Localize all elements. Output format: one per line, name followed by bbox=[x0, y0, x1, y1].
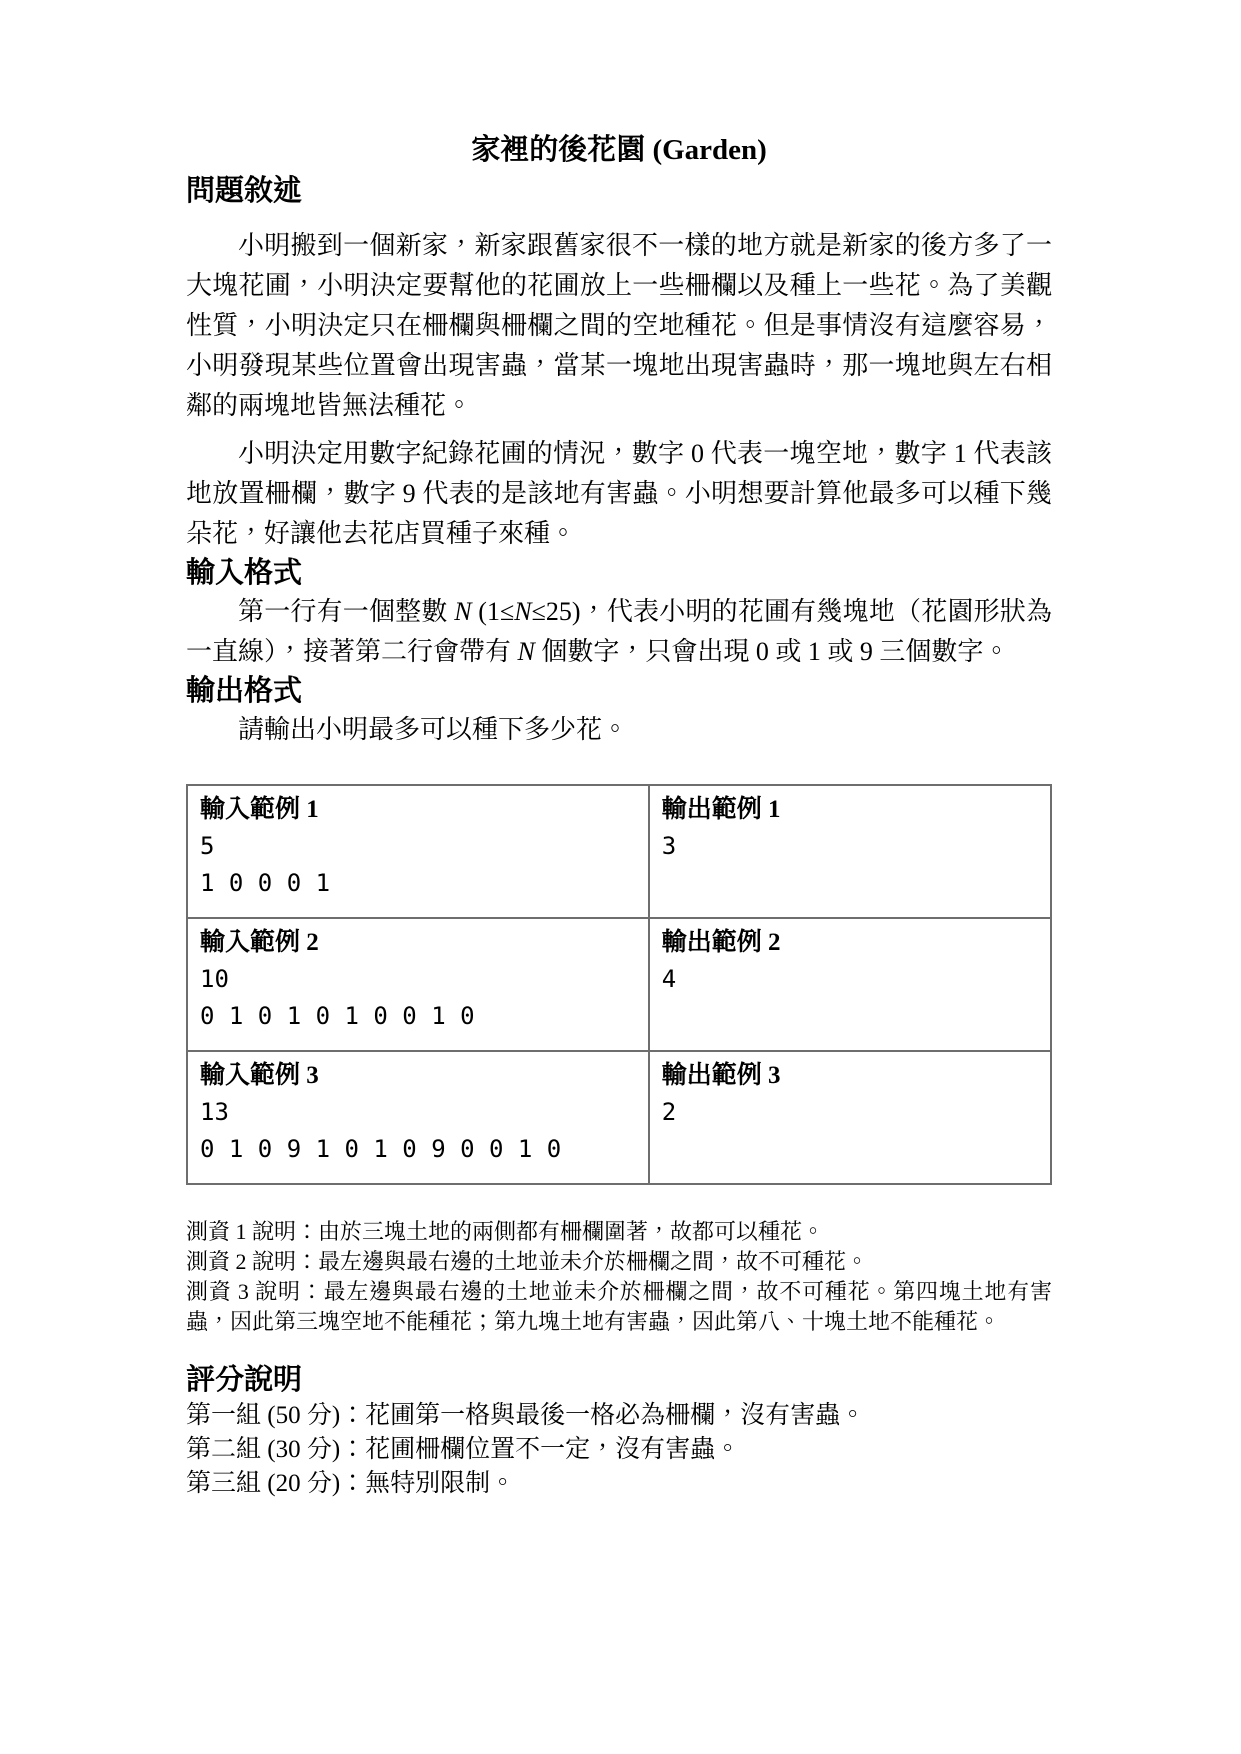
example-2-input-digits: 0 1 0 1 0 1 0 0 1 0 bbox=[200, 1002, 475, 1030]
example-1-output-value: 3 bbox=[661, 832, 677, 860]
input-format-heading: 輸入格式 bbox=[186, 557, 303, 589]
variable-n: N bbox=[454, 597, 472, 626]
example-3-input-cell bbox=[187, 1051, 649, 1184]
example-3-input-n: 13 bbox=[200, 1098, 229, 1126]
testcase-note-3: 測資 3 說明：最左邊與最右邊的土地並未介於柵欄之間，故不可種花。第四塊土地有害蟲，因此第三塊空地不能種花；第九塊土地有害蟲，因此第八、十塊土地不能種花。 bbox=[186, 1279, 1052, 1334]
example-2-output-label: 輸出範例 2 bbox=[661, 929, 781, 956]
input-format-text: 第一行有一個整數 bbox=[238, 597, 455, 626]
example-row-2 bbox=[187, 918, 1051, 1051]
examples-table bbox=[186, 784, 1052, 1185]
input-format-body bbox=[186, 592, 1052, 672]
example-row-1 bbox=[187, 785, 1051, 918]
example-2-input-cell bbox=[187, 918, 649, 1051]
example-3-output-label: 輸出範例 3 bbox=[661, 1062, 781, 1089]
example-2-input-n: 10 bbox=[200, 965, 229, 993]
scoring-item-2: 第二組 (30 分)：花圃柵欄位置不一定，沒有害蟲。 bbox=[186, 1436, 741, 1463]
problem-paragraph-1: 小明搬到一個新家，新家跟舊家很不一樣的地方就是新家的後方多了一大塊花圃，小明決定要幫他的花圃放上一些柵欄以及種上一些花。為了美觀性質，小明決定只在柵欄與柵欄之間的空地種花。但是事情沒有這麼容易，小明發現某些位置會出現害蟲，當某一塊地出現害蟲時，那一塊地與左右相鄰的兩塊地皆無法種花。 bbox=[186, 231, 1052, 420]
example-row-3 bbox=[187, 1051, 1051, 1184]
example-3-input-label: 輸入範例 3 bbox=[200, 1062, 319, 1089]
example-1-output-label: 輸出範例 1 bbox=[661, 796, 781, 823]
problem-paragraph-2: 小明決定用數字紀錄花圃的情況，數字 0 代表一塊空地，數字 1 代表該地放置柵欄，數字 9 代表的是該地有害蟲。小明想要計算他最多可以種下幾朵花，好讓他去花店買種子來種。 bbox=[186, 439, 1052, 548]
output-format-body: 請輸出小明最多可以種下多少花。 bbox=[238, 715, 629, 744]
example-3-input-digits: 0 1 0 9 1 0 1 0 9 0 0 1 0 bbox=[200, 1135, 562, 1163]
input-format-text: (1≤ bbox=[471, 597, 515, 626]
scoring-item-3: 第三組 (20 分)：無特別限制。 bbox=[186, 1470, 516, 1497]
example-1-input-label: 輸入範例 1 bbox=[200, 796, 319, 823]
input-format-text: 個數字，只會出現 0 或 1 或 9 三個數字。 bbox=[534, 637, 1010, 666]
testcase-note-1: 測資 1 說明：由於三塊土地的兩側都有柵欄圍著，故都可以種花。 bbox=[186, 1219, 825, 1244]
testcase-notes bbox=[186, 1217, 1052, 1337]
input-format-text: ≤25)，代表小明的花圃有幾塊地（花園形狀為一直線），接著第二行會帶有 bbox=[186, 597, 1052, 666]
example-1-input-cell bbox=[187, 785, 649, 918]
output-format-heading: 輸出格式 bbox=[186, 675, 303, 707]
variable-n: N bbox=[514, 597, 532, 626]
example-3-output-cell bbox=[649, 1051, 1051, 1184]
testcase-note-2: 測資 2 說明：最左邊與最右邊的土地並未介於柵欄之間，故不可種花。 bbox=[186, 1249, 869, 1274]
example-3-output-value: 2 bbox=[661, 1098, 677, 1126]
example-2-output-cell bbox=[649, 918, 1051, 1051]
problem-statement-heading: 問題敘述 bbox=[186, 175, 303, 207]
example-1-output-cell bbox=[649, 785, 1051, 918]
example-2-output-value: 4 bbox=[661, 965, 677, 993]
example-1-input-digits: 1 0 0 0 1 bbox=[200, 869, 331, 897]
scoring-heading: 評分說明 bbox=[186, 1364, 303, 1396]
variable-n: N bbox=[517, 637, 535, 666]
scoring-item-1: 第一組 (50 分)：花圃第一格與最後一格必為柵欄，沒有害蟲。 bbox=[186, 1402, 866, 1429]
document-content bbox=[186, 0, 1052, 1501]
example-2-input-label: 輸入範例 2 bbox=[200, 929, 319, 956]
example-1-input-n: 5 bbox=[200, 832, 215, 860]
page-title: 家裡的後花園 (Garden) bbox=[471, 134, 767, 166]
